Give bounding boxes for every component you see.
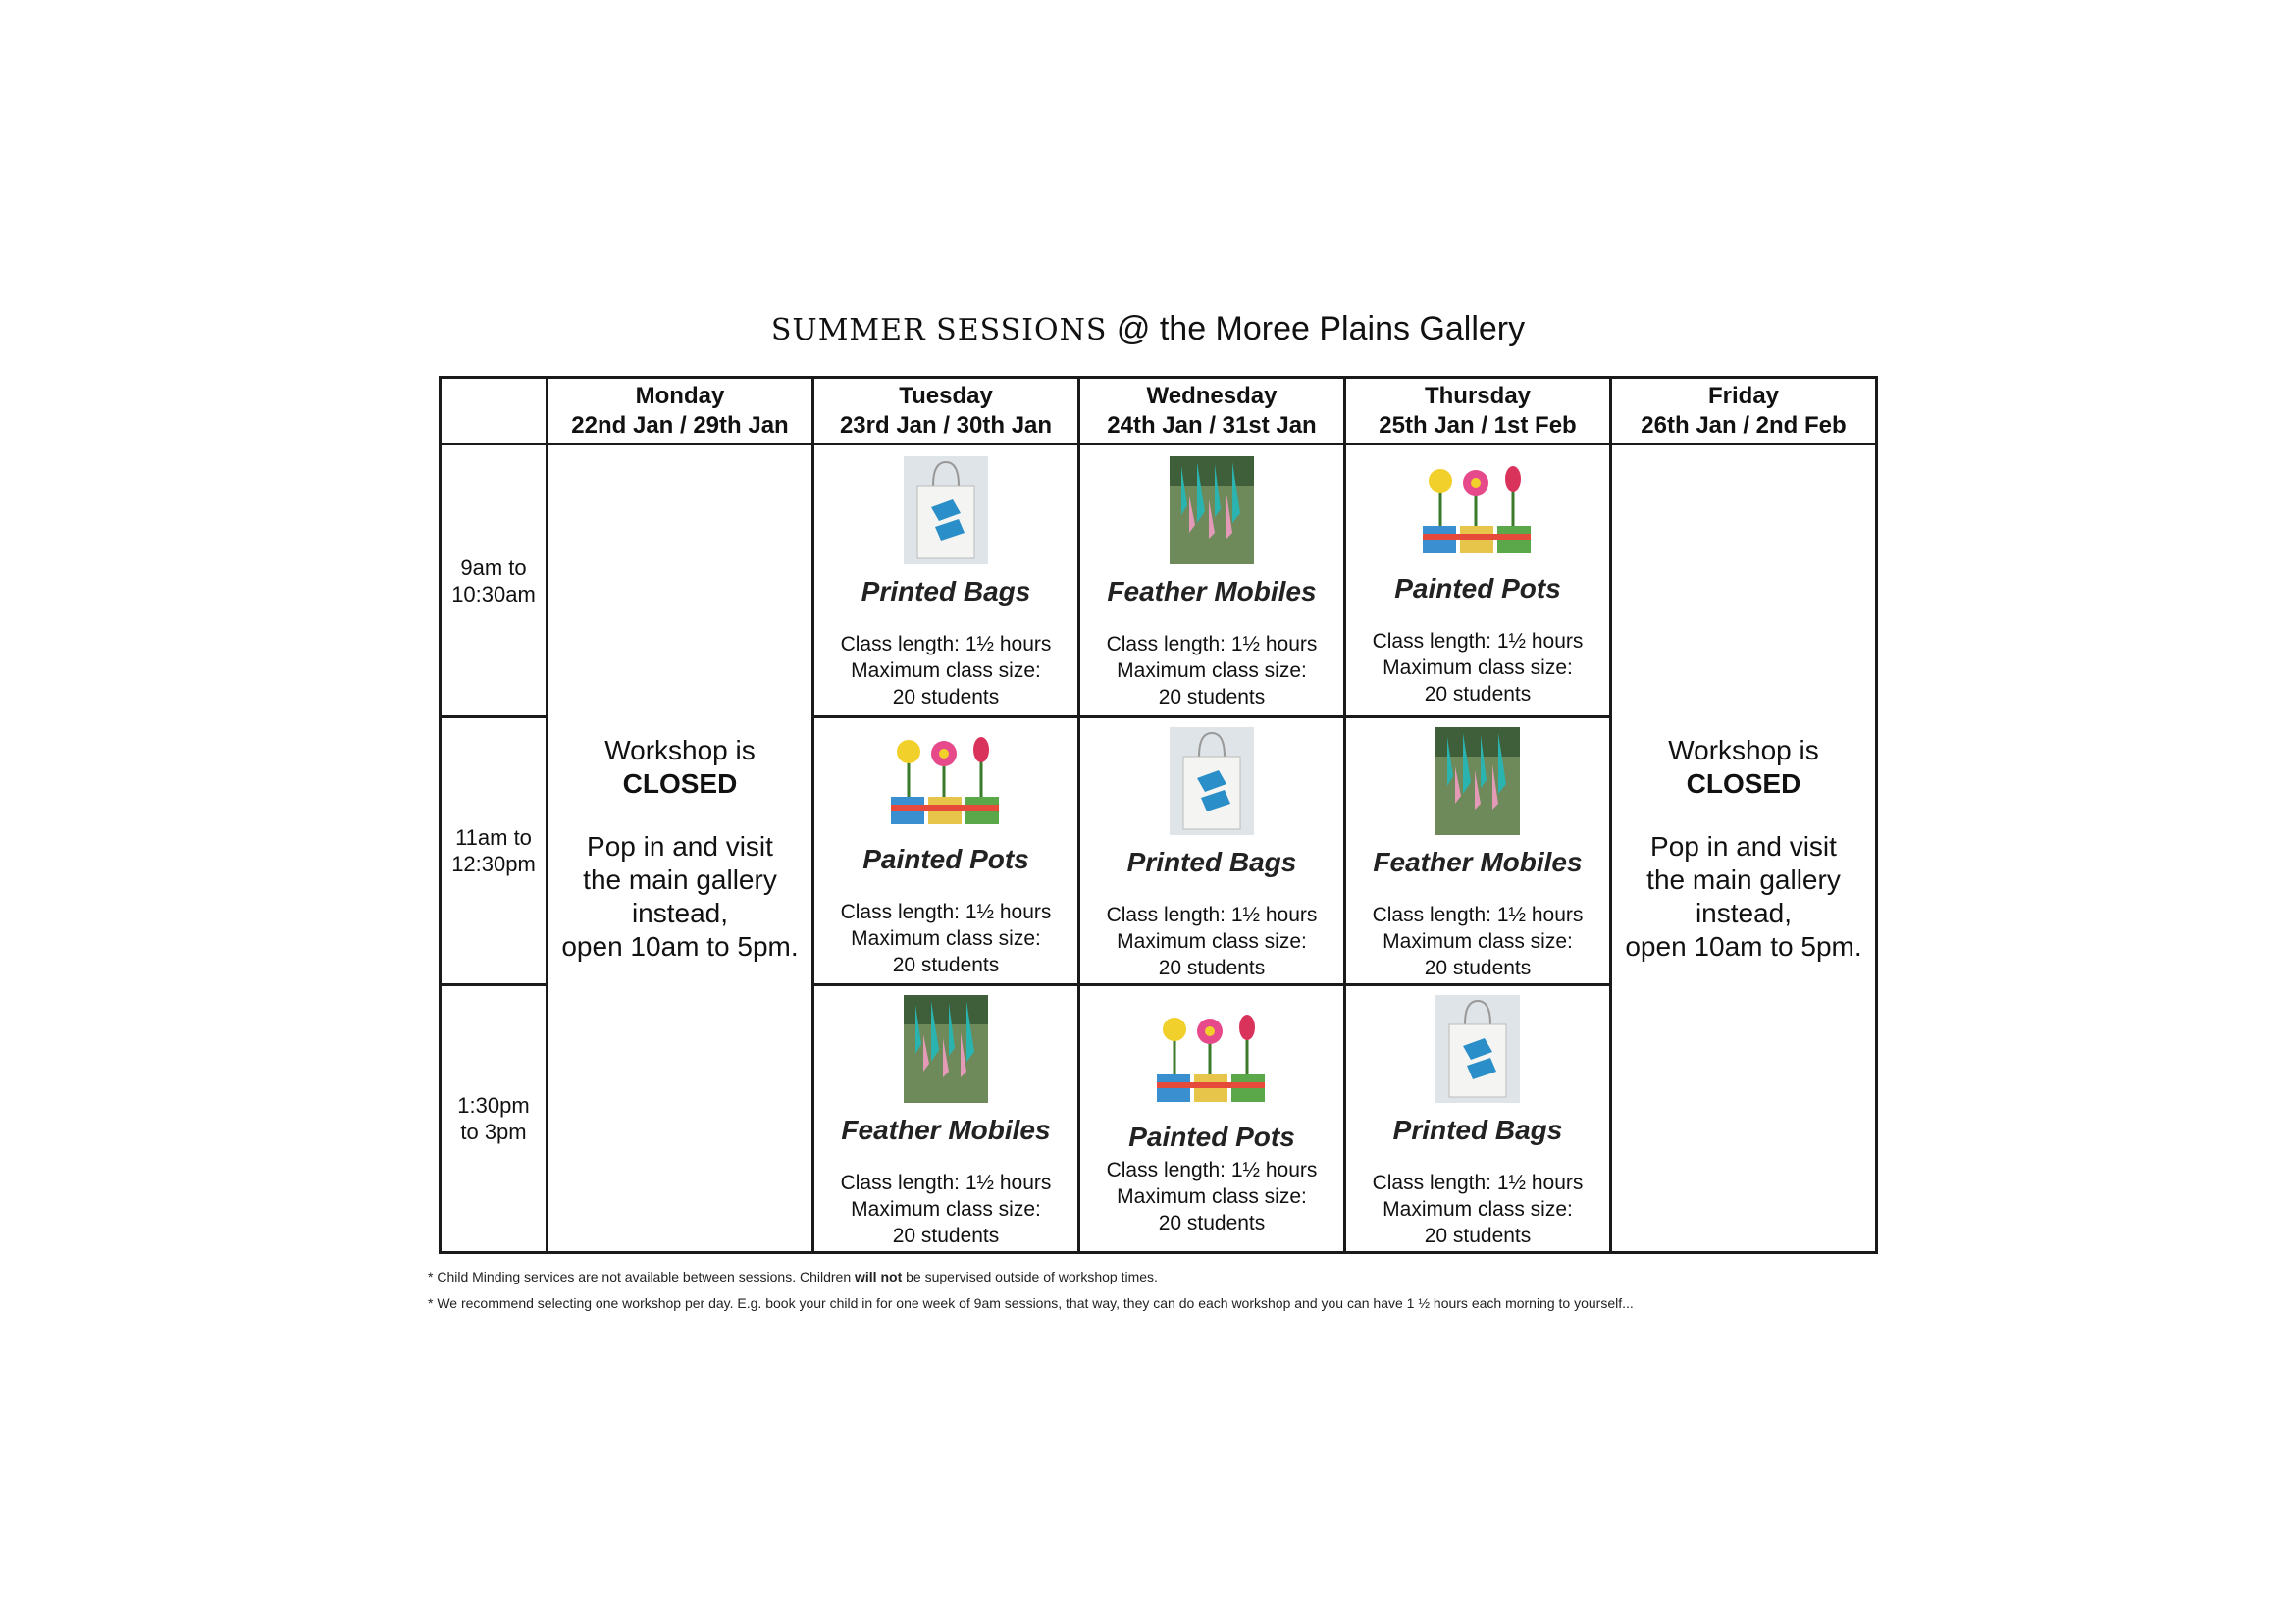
workshop-name: Painted Pots bbox=[1128, 1121, 1295, 1152]
tote-bag-icon bbox=[1170, 727, 1254, 835]
tote-bag-icon bbox=[904, 456, 988, 564]
row-9am bbox=[441, 445, 1877, 717]
workshop-name: Feather Mobiles bbox=[1107, 576, 1317, 606]
friday-closed: Workshop is CLOSED Pop in and visit the main gallery instead, open 10am to 5pm. bbox=[1611, 445, 1877, 1253]
session-wed-9am[interactable]: Feather Mobiles Class length: 1½ hours Maximum class size: 20 students bbox=[1079, 445, 1345, 717]
time-slot-9am: 9am to 10:30am bbox=[441, 445, 548, 717]
header-tuesday: Tuesday 23rd Jan / 30th Jan bbox=[813, 378, 1079, 445]
time-slot-130pm: 1:30pm to 3pm bbox=[441, 985, 548, 1253]
header-monday: Monday 22nd Jan / 29th Jan bbox=[548, 378, 813, 445]
time-slot-11am: 11am to 12:30pm bbox=[441, 717, 548, 985]
title-script: SUMMER SESSIONS bbox=[770, 313, 1108, 347]
feather-mobile-icon bbox=[904, 995, 988, 1103]
session-tue-130pm[interactable]: Feather Mobiles Class length: 1½ hours Maximum class size: 20 students bbox=[813, 985, 1079, 1253]
session-thu-11am[interactable]: Feather Mobiles Class length: 1½ hours Maximum class size: 20 students bbox=[1345, 717, 1611, 985]
session-wed-11am[interactable]: Printed Bags Class length: 1½ hours Maximum class size: 20 students bbox=[1079, 717, 1345, 985]
header-friday: Friday 26th Jan / 2nd Feb bbox=[1611, 378, 1877, 445]
painted-pots-icon bbox=[885, 730, 1007, 832]
footnotes bbox=[428, 1264, 1634, 1317]
header-thursday: Thursday 25th Jan / 1st Feb bbox=[1345, 378, 1611, 445]
footnote-1: * Child Minding services are not available between sessions. Children will not be supervised outside of workshop times. bbox=[428, 1269, 1158, 1284]
painted-pots-icon bbox=[1151, 1008, 1273, 1110]
monday-closed: Workshop is CLOSED Pop in and visit the main gallery instead, open 10am to 5pm. bbox=[548, 445, 813, 1253]
tote-bag-icon bbox=[1435, 995, 1520, 1103]
session-tue-11am[interactable]: Painted Pots Class length: 1½ hours Maximum class size: 20 students bbox=[813, 717, 1079, 985]
session-wed-130pm[interactable]: Painted Pots Class length: 1½ hours Maximum class size: 20 students bbox=[1079, 985, 1345, 1253]
feather-mobile-icon bbox=[1435, 727, 1520, 835]
session-thu-9am[interactable]: Painted Pots Class length: 1½ hours Maximum class size: 20 students bbox=[1345, 445, 1611, 717]
header-wednesday: Wednesday 24th Jan / 31st Jan bbox=[1079, 378, 1345, 445]
header-corner bbox=[441, 378, 548, 445]
page-title bbox=[0, 310, 2296, 348]
workshop-name: Painted Pots bbox=[862, 843, 1029, 874]
painted-pots-icon bbox=[1417, 459, 1539, 561]
workshop-name: Printed Bags bbox=[861, 576, 1031, 606]
header-row bbox=[441, 378, 1877, 445]
feather-mobile-icon bbox=[1170, 456, 1254, 564]
session-thu-130pm[interactable]: Printed Bags Class length: 1½ hours Maximum class size: 20 students bbox=[1345, 985, 1611, 1253]
workshop-name: Feather Mobiles bbox=[1373, 846, 1583, 877]
workshop-name: Printed Bags bbox=[1126, 846, 1297, 877]
schedule-table bbox=[439, 376, 1878, 1254]
workshop-name: Printed Bags bbox=[1392, 1114, 1563, 1145]
footnote-2: * We recommend selecting one workshop per day. E.g. book your child in for one week of 9am sessions, that way, they can do each workshop and you can have 1 ½ hours each morning to yourself... bbox=[428, 1295, 1634, 1311]
workshop-name: Feather Mobiles bbox=[841, 1114, 1051, 1145]
session-tue-9am[interactable]: Printed Bags Class length: 1½ hours Maximum class size: 20 students bbox=[813, 445, 1079, 717]
workshop-name: Painted Pots bbox=[1394, 573, 1561, 603]
title-rest: @ the Moree Plains Gallery bbox=[1107, 310, 1526, 347]
